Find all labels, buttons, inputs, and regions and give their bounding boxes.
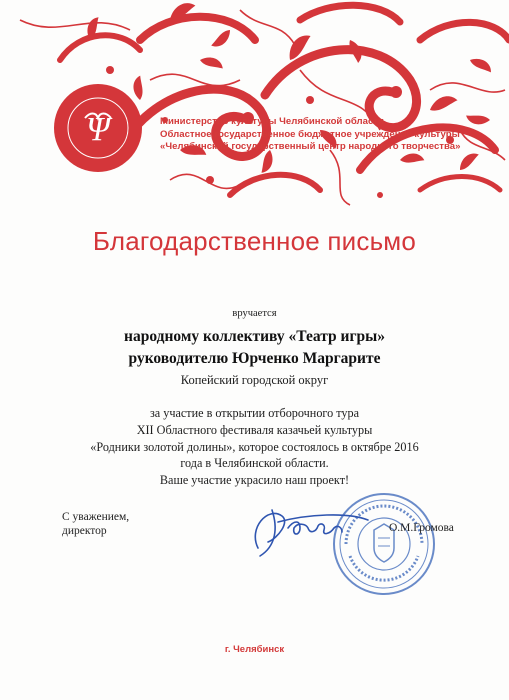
recipient-collective: народному коллективу «Театр игры» [124,328,385,345]
handwritten-signature-icon [238,498,378,562]
signer-name: О.М.Громова [389,522,454,534]
body-line: года в Челябинской области. [180,456,329,471]
city-label: г. Челябинск [224,644,285,655]
body-line: «Родники золотой долины», которое состоялось в октябре 2016 [90,439,419,454]
recipient-district: Копейский городской округ [180,373,329,387]
org-line-ministry: Министерство культуры Челябинской области [160,116,384,127]
org-line-institution-type: Областное государственное бюджетное учреждение культуры [160,128,460,140]
awarded-label: вручается [232,308,277,319]
body-line: за участие в открытии отборочного тура [149,406,360,420]
document-title: Благодарственное письмо [92,226,417,256]
closing-regards: С уважением, [62,511,130,523]
closing-title: директор [62,525,107,537]
body-line: Ваше участие украсило наш проект! [159,473,350,488]
center-logo-icon [52,82,144,174]
recipient-block [0,326,509,370]
org-line-institution-name: «Челябинский государственный центр народного творчества» [160,141,461,152]
body-line: XII Областного фестиваля казачьей культуры [136,422,373,437]
body-text [0,405,509,489]
organization-header [160,116,505,154]
recipient-leader: руководителю Юрченко Маргарите [128,350,381,367]
svg-text:Ψ: Ψ [86,111,110,148]
closing-block [62,510,129,538]
